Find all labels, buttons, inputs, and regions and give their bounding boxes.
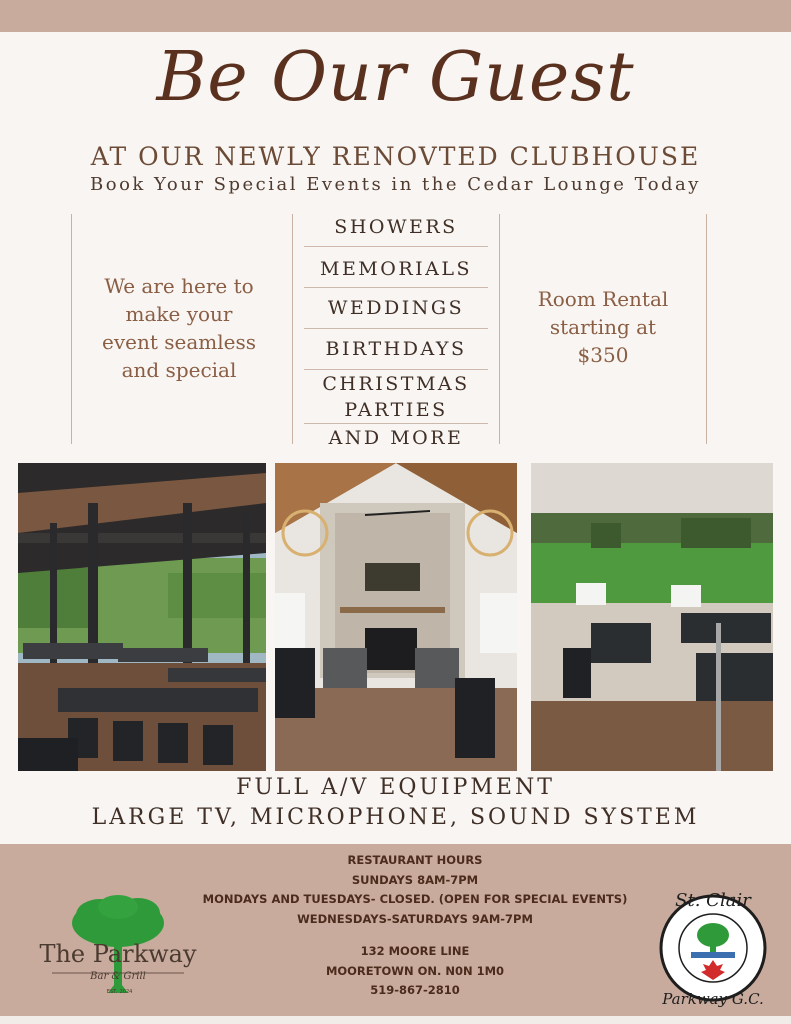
event-item-parties: PARTIES <box>304 396 488 424</box>
divider-center-left <box>292 214 293 444</box>
logo-top-text: St. Clair <box>675 890 751 911</box>
logo-bottom-text: Parkway G.C. <box>662 990 764 1008</box>
st-clair-parkway-gc-logo <box>655 880 771 1010</box>
logo-year: 2024 <box>119 989 133 995</box>
golf-course-patio-image <box>531 463 773 771</box>
service-line: event seamless <box>102 330 256 354</box>
event-item-and-more: AND MORE <box>328 427 464 449</box>
lounge-fireplace-photo <box>275 463 517 771</box>
parkway-bar-grill-logo <box>30 893 206 1003</box>
lounge-fireplace-image <box>275 463 517 771</box>
service-text <box>86 272 272 384</box>
golf-course-patio-photo <box>531 463 773 771</box>
restaurant-hours <box>180 851 650 929</box>
divider-right <box>706 214 707 444</box>
service-line: make your <box>125 302 233 326</box>
event-item-christmas: CHRISTMAS <box>322 373 470 395</box>
tagline: Book Your Special Events in the Cedar Lounge Today <box>90 174 701 195</box>
address-city: MOORETOWN ON. N0N 1M0 <box>325 963 505 978</box>
covered-patio-image <box>18 463 266 771</box>
covered-patio-photo <box>18 463 266 771</box>
av-details: LARGE TV, MICROPHONE, SOUND SYSTEM <box>91 805 700 830</box>
headline: Be Our Guest <box>156 38 635 117</box>
rental-line: starting at <box>549 315 657 339</box>
top-band <box>0 0 791 32</box>
event-item-birthdays: BIRTHDAYS <box>304 329 488 370</box>
rental-price: $350 <box>577 343 629 367</box>
event-item-memorials: MEMORIALS <box>304 247 488 288</box>
rental-line: Room Rental <box>537 287 669 311</box>
phone-number: 519-867-2810 <box>370 983 460 997</box>
address-street: 132 MOORE LINE <box>360 944 470 958</box>
hours-title: RESTAURANT HOURS <box>347 853 483 867</box>
subtitle: AT OUR NEWLY RENOVTED CLUBHOUSE <box>90 142 701 171</box>
address-block <box>280 942 550 1001</box>
hours-line: SUNDAYS 8AM-7PM <box>351 872 479 887</box>
logo-name: The Parkway <box>39 940 197 968</box>
event-list <box>304 212 488 452</box>
logo-est: EST. <box>106 989 118 995</box>
bottom-strip <box>0 1016 791 1024</box>
av-heading: FULL A/V EQUIPMENT <box>236 775 555 800</box>
room-rental-text <box>510 285 696 369</box>
service-line: and special <box>121 358 237 382</box>
hours-line: WEDNESDAYS-SATURDAYS 9AM-7PM <box>297 911 533 926</box>
service-line: We are here to <box>104 274 254 298</box>
event-item-weddings: WEDDINGS <box>304 288 488 329</box>
divider-left <box>71 214 72 444</box>
logo-sub: Bar & Grill <box>90 971 146 982</box>
divider-center-right <box>499 214 500 444</box>
event-item-showers: SHOWERS <box>304 212 488 247</box>
hours-line: MONDAYS AND TUESDAYS- CLOSED. (OPEN FOR SPECIAL EVENTS) <box>202 892 628 906</box>
